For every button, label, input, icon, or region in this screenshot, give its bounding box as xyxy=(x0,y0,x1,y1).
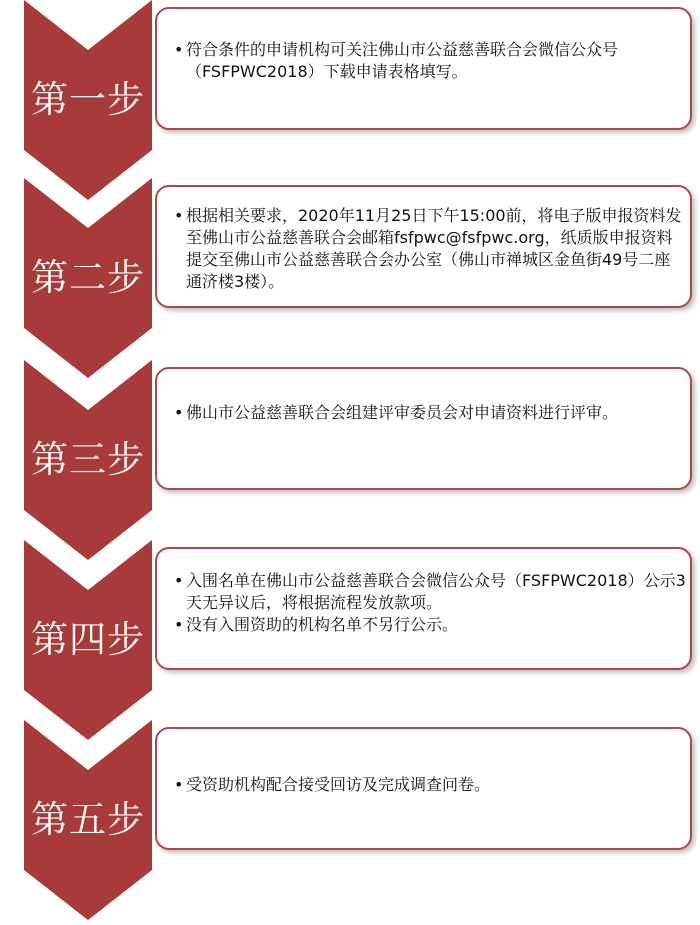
step-2-bullets xyxy=(174,205,686,293)
step-4-bullets xyxy=(174,570,686,636)
step-1-label: 第一步 xyxy=(31,78,145,121)
step-3-bullets xyxy=(174,402,686,424)
step-4-bullet-2: • 没有入围资助的机构名单不另行公示。 xyxy=(174,614,686,636)
step-2-bullet-1: • 根据相关要求，2020年11月25日下午15:00前，将电子版申报资料发至佛山市公益慈善联合会邮箱fsfpwc@fsfpwc.org，纸质版申报资料提交至佛山市公益慈善联合会办公室（佛山市禅城区金鱼街49号二座通济楼3楼）。 xyxy=(174,205,686,293)
step-4-bullet-1: • 入围名单在佛山市公益慈善联合会微信公众号（FSFPWC2018）公示3天无异议后，将根据流程发放款项。 xyxy=(174,570,686,614)
step-1-bullet-1: • 符合条件的申请机构可关注佛山市公益慈善联合会微信公众号（FSFPWC2018）下载申请表格填写。 xyxy=(174,39,686,83)
step-3-label: 第三步 xyxy=(31,438,145,481)
step-1-bullets xyxy=(174,39,686,83)
step-5-label: 第五步 xyxy=(31,798,145,841)
step-4-label: 第四步 xyxy=(31,618,145,661)
step-2-label: 第二步 xyxy=(31,256,145,299)
step-5-bullet-1: • 受资助机构配合接受回访及完成调查问卷。 xyxy=(174,774,686,796)
step-5-bullets xyxy=(174,774,686,796)
step-3-description-box xyxy=(155,367,692,490)
step-3-bullet-1: • 佛山市公益慈善联合会组建评审委员会对申请资料进行评审。 xyxy=(174,402,686,424)
